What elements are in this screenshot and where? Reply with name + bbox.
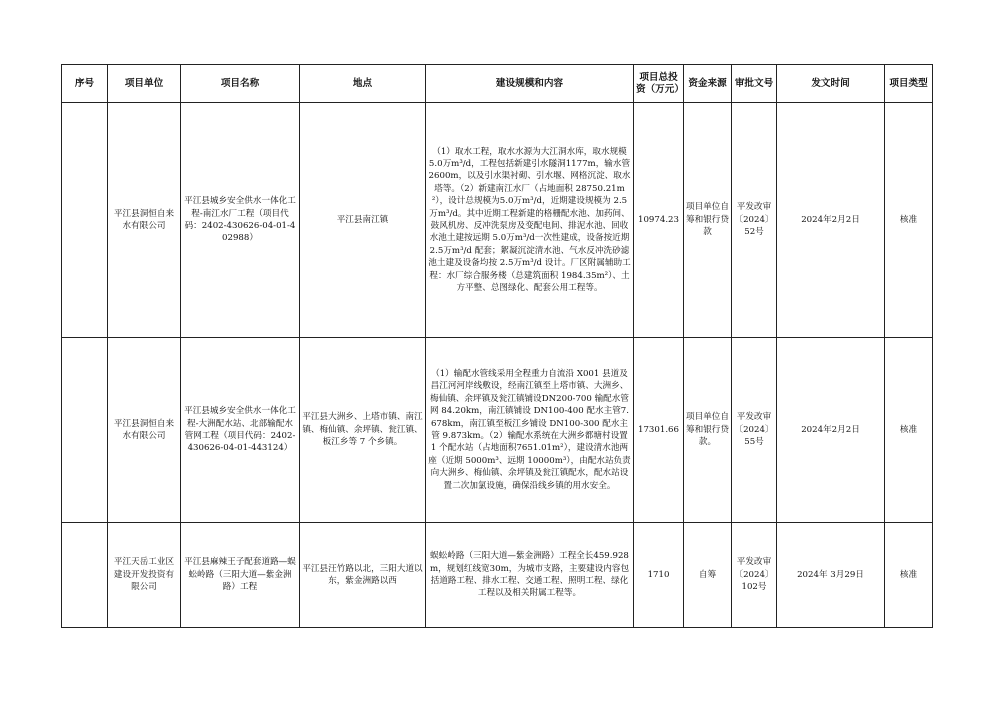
cell-date: 2024年 3月29日 (777, 523, 885, 628)
header-investment: 项目总投资（万元） (634, 65, 684, 103)
cell-date: 2024年2月2日 (777, 338, 885, 523)
cell-location: 平江县南江镇 (300, 103, 426, 338)
cell-fund: 项目单位自筹和银行贷款。 (684, 338, 732, 523)
header-seq: 序号 (62, 65, 108, 103)
project-table (61, 64, 933, 628)
cell-type: 核准 (885, 338, 933, 523)
header-fund: 资金来源 (684, 65, 732, 103)
cell-location: 平江县大洲乡、上塔市镇、南江镇、梅仙镇、余坪镇、瓮江镇、板江乡等 7 个乡镇。 (300, 338, 426, 523)
header-type: 项目类型 (885, 65, 933, 103)
cell-unit: 平江县洞恒自来水有限公司 (108, 103, 181, 338)
cell-approval: 平发改审〔2024〕102号 (732, 523, 777, 628)
header-approval: 审批文号 (732, 65, 777, 103)
table-row (62, 523, 933, 628)
cell-scale: 蜈蚣岭路（三阳大道—紫金洲路）工程全长459.928m，规划红线宽30m，为城市支路，主要建设内容包括道路工程、排水工程、交通工程、照明工程、绿化工程以及相关附属工程等。 (426, 523, 634, 628)
cell-seq (62, 523, 108, 628)
cell-type: 核准 (885, 523, 933, 628)
cell-approval: 平发改审〔2024〕52号 (732, 103, 777, 338)
cell-location: 平江县汪竹路以北，三阳大道以东，紫金洲路以西 (300, 523, 426, 628)
cell-seq (62, 338, 108, 523)
cell-investment: 10974.23 (634, 103, 684, 338)
cell-investment: 17301.66 (634, 338, 684, 523)
table-row (62, 338, 933, 523)
table-row (62, 103, 933, 338)
cell-investment: 1710 (634, 523, 684, 628)
header-name: 项目名称 (181, 65, 300, 103)
cell-name: 平江县麻辣王子配套道路—蜈蚣岭路（三阳大道—紫金洲路）工程 (181, 523, 300, 628)
cell-unit: 平江天岳工业区建设开发投资有限公司 (108, 523, 181, 628)
cell-seq (62, 103, 108, 338)
cell-fund: 项目单位自筹和银行贷款 (684, 103, 732, 338)
cell-scale: （1）输配水管线采用全程重力自流沿 X001 县道及昌江河河岸线敷设，经南江镇至上塔市镇、大洲乡、梅仙镇、余坪镇及瓮江镇铺设DN200-700 输配水管网 84.20km，南江镇铺设 DN100-400 配水主管7.678km，南江镇至板江乡铺设 DN100-300 配水主管 9.873km。（2）输配水系统在大洲乡都塘村设置 1 个配水站（占地面积7651.01m²），建设清水池两座（近期 5000m³、远期 10000m³），由配水站负责向大洲乡、梅仙镇、余坪镇及瓮江镇配水，配水站设置二次加氯设施，确保沿线乡镇的用水安全。 (426, 338, 634, 523)
cell-name: 平江县城乡安全供水一体化工程-大洲配水站、北部输配水管网工程（项目代码：2402-430626-04-01-443124） (181, 338, 300, 523)
cell-unit: 平江县洞恒自来水有限公司 (108, 338, 181, 523)
header-scale: 建设规模和内容 (426, 65, 634, 103)
cell-fund: 自筹 (684, 523, 732, 628)
cell-date: 2024年2月2日 (777, 103, 885, 338)
header-location: 地点 (300, 65, 426, 103)
table-header-row (62, 65, 933, 103)
cell-name: 平江县城乡安全供水一体化工程-南江水厂工程（项目代码：2402-430626-04-01-402988） (181, 103, 300, 338)
cell-approval: 平发改审〔2024〕55号 (732, 338, 777, 523)
header-date: 发文时间 (777, 65, 885, 103)
cell-type: 核准 (885, 103, 933, 338)
cell-scale: （1）取水工程，取水水源为大江洞水库，取水规模 5.0万m³/d，工程包括新建引水隧洞1177m，输水管 2600m，以及引水渠衬砌、引水堰、网格沉淀、取水塔等。（2）新建南江水厂（占地面积 28750.21m²），设计总规模为5.0万m³/d，近期建设规模为 2.5万m³/d。其中近期工程新建的格栅配水池、加药间、鼓风机房、反冲洗泵房及变配电间、排泥水池、回收水池土建按远期 5.0万m³/d一次性建成，设备按近期2.5万m³/d 配套；絮凝沉淀清水池、气水反冲洗砂滤池土建及设备均按 2.5万m³/d 设计。厂区附属辅助工程：水厂综合服务楼（总建筑面积 1984.35m²）、土方平整、总图绿化、配套公用工程等。 (426, 103, 634, 338)
header-unit: 项目单位 (108, 65, 181, 103)
